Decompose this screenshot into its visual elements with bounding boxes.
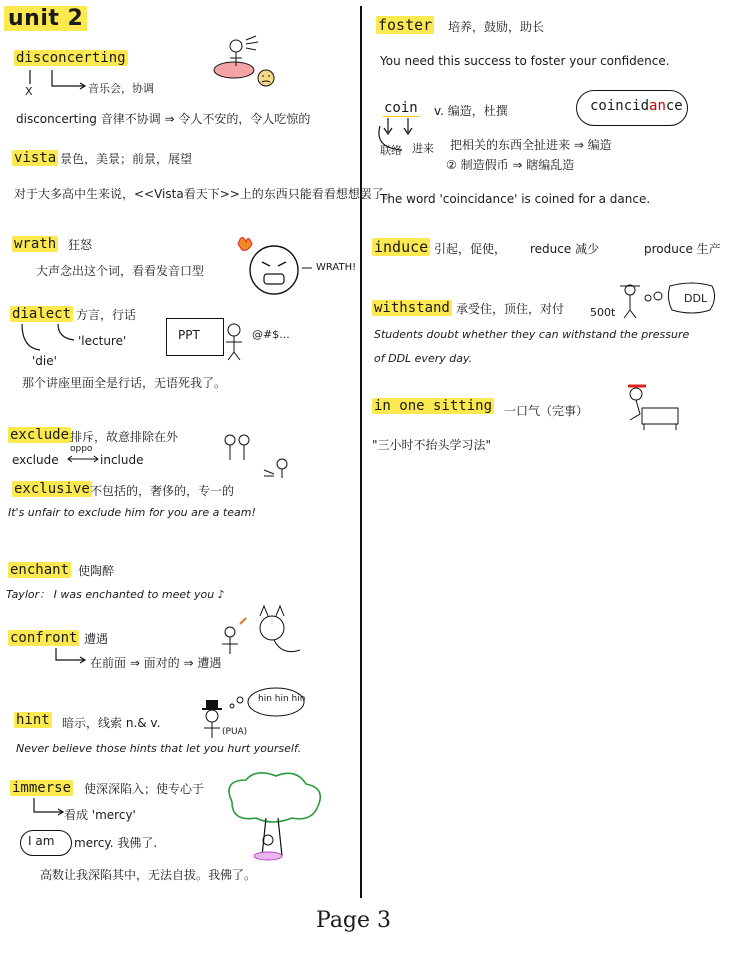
immerse-def: 使深深陷入；使专心于: [84, 782, 205, 796]
induce-produce: produce 生产: [644, 242, 721, 256]
term-enchant: enchant: [10, 562, 70, 578]
term-vista: vista: [14, 150, 57, 166]
immerse-mercy: mercy. 我佛了.: [74, 836, 158, 850]
term-dialect: dialect: [12, 306, 72, 322]
disconcerting-part-x: X: [25, 85, 33, 98]
exclusive-def: 不包括的，奢侈的，专一的: [90, 484, 235, 498]
dialect-speech: @#$...: [252, 328, 290, 341]
vista-def: 景色，美景；前景，展望: [60, 152, 193, 166]
sitting-doodle: [622, 380, 682, 430]
bubble-pre: coincid: [590, 98, 650, 114]
immerse-i-am: I am: [28, 834, 55, 848]
term-disconcerting: disconcerting: [16, 50, 126, 66]
dialect-lecture: 'lecture': [78, 334, 127, 348]
coin-point2: ② 制造假币 ⇒ 瞎编乱造: [446, 158, 575, 172]
coin-arrow1: 联络: [380, 144, 402, 157]
withstand-def: 承受住，顶住，对付: [456, 302, 565, 316]
sitting-note: "三小时不抬头学习法": [372, 438, 492, 452]
foster-example: You need this success to foster your confidence.: [380, 54, 670, 68]
disconcerting-note: disconcerting 音律不协调 ⇒ 令人不安的，令人吃惊的: [16, 112, 311, 126]
dialect-def: 方言，行话: [76, 308, 137, 322]
foster-def: 培养，鼓励，助长: [448, 20, 545, 34]
term-exclude: exclude: [10, 427, 70, 443]
term-coin: coin: [384, 100, 418, 116]
hint-example: Never believe those hints that let you hurt yourself.: [16, 742, 302, 755]
exclude-example: It's unfair to exclude him for you are a team!: [8, 506, 256, 519]
vista-note: 对于大多高中生来说，<<Vista看天下>>上的东西只能看看想想罢了。: [14, 187, 396, 201]
hint-def: 暗示，线索 n.& v.: [62, 716, 161, 730]
term-immerse: immerse: [12, 780, 72, 796]
withstand-example-line2: of DDL every day.: [374, 352, 473, 365]
term-wrath: wrath: [14, 236, 57, 252]
term-hint: hint: [16, 712, 50, 728]
coin-example: The word 'coincidance' is coined for a dance.: [380, 192, 651, 206]
induce-reduce: reduce 减少: [530, 242, 600, 256]
exclude-right-word: include: [100, 453, 144, 467]
immerse-seen-as: 看成 'mercy': [64, 808, 136, 822]
term-exclusive: exclusive: [14, 481, 90, 497]
confront-def: 遭遇: [84, 632, 109, 646]
dialect-note: 那个讲座里面全是行话，无语死我了。: [22, 376, 227, 390]
bubble-red: an: [649, 98, 666, 114]
withstand-example-line1: Students doubt whether they can withstand the pressure: [374, 328, 690, 341]
term-foster: foster: [378, 16, 433, 34]
enchant-def: 使陶醉: [78, 564, 115, 578]
coin-def: v. 编造，杜撰: [434, 104, 508, 118]
wrath-def: 狂怒: [68, 238, 93, 252]
hint-bubble: hin hin hin: [258, 694, 306, 704]
withstand-weight: 500t: [590, 306, 616, 319]
enchant-example: Taylor： I was enchanted to meet you ♪: [6, 588, 225, 601]
term-in-one-sitting: in one sitting: [374, 398, 493, 414]
hint-pua: (PUA): [222, 727, 248, 737]
immerse-note: 高数让我深陷其中，无法自拔。我佛了。: [40, 868, 257, 882]
coin-arrow2: 进来: [412, 142, 434, 155]
induce-def: 引起，促使，: [434, 242, 507, 256]
withstand-ddl: DDL: [684, 292, 708, 305]
coin-point1: 把相关的东西全扯进来 ⇒ 编造: [450, 138, 612, 152]
confront-note: 在前面 ⇒ 面对的 ⇒ 遭遇: [90, 656, 222, 670]
term-induce: induce: [374, 238, 429, 256]
page-title: unit 2: [4, 6, 87, 31]
ppt-label: PPT: [178, 328, 200, 342]
term-confront: confront: [10, 630, 78, 646]
bubble-post: ce: [665, 98, 683, 114]
dialect-die: 'die': [32, 354, 57, 368]
page-number: Page 3: [316, 908, 392, 933]
withstand-doodle: [618, 282, 728, 322]
wrath-note: 大声念出这个词，看看发音口型: [36, 264, 205, 278]
exclude-oppo: oppo: [70, 444, 93, 454]
term-withstand: withstand: [374, 300, 450, 316]
exclude-def: 排斥，故意排除在外: [70, 430, 179, 444]
disconcerting-part-concert: 音乐会，协调: [88, 82, 154, 95]
wrath-bubble: WRATH!: [316, 262, 357, 273]
exclude-left-word: exclude: [12, 453, 59, 467]
sitting-def: 一口气（完事）: [504, 404, 589, 418]
